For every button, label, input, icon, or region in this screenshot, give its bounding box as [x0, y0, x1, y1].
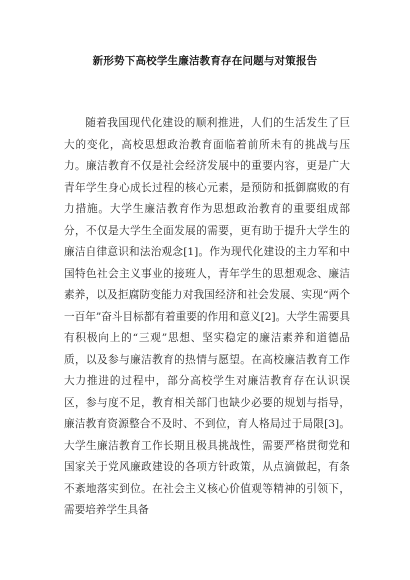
body-paragraph: 随着我国现代化建设的顺利推进，人们的生活发生了巨大的变化，高校思想政治教育面临着前所未有的挑战与压力。廉洁教育不仅是社会经济发展中的重要内容，更是广大青年学生身心成长过程的核心元素，是预防和抵御腐败的有力措施。大学生廉洁教育作为思想政治教育的重要组成部分，不仅是大学生全面发展的需要，更有助于提升大学生的廉洁自律意识和法治观念[1]。作为现代化建设的主力军和中国特色社会主义事业的接班人，青年学生的思想观念、廉洁素养，以及拒腐防变能力对我国经济和社会发展、实现“两个一百年”奋斗目标都有着重要的作用和意义[2]。大学生需要具有积极向上的“三观”思想、坚实稳定的廉洁素养和道德品质，以及参与廉洁教育的热情与愿望。在高校廉洁教育工作大力推进的过程中，部分高校学生对廉洁教育存在认识误区，参与度不足，教育相关部门也缺少必要的规划与指导，廉洁教育资源整合不及时、不到位，育人格局过于局限[3]。大学生廉洁教育工作长期且极具挑战性，需要严格贯彻党和国家关于党风廉政建设的各项方针政策，从点滴做起，有条不紊地落实到位。在社会主义核心价值观等精神的引领下，需要培养学生具备 — [64, 117, 350, 516]
document-title: 新形势下高校学生廉洁教育存在问题与对策报告 — [92, 55, 318, 67]
